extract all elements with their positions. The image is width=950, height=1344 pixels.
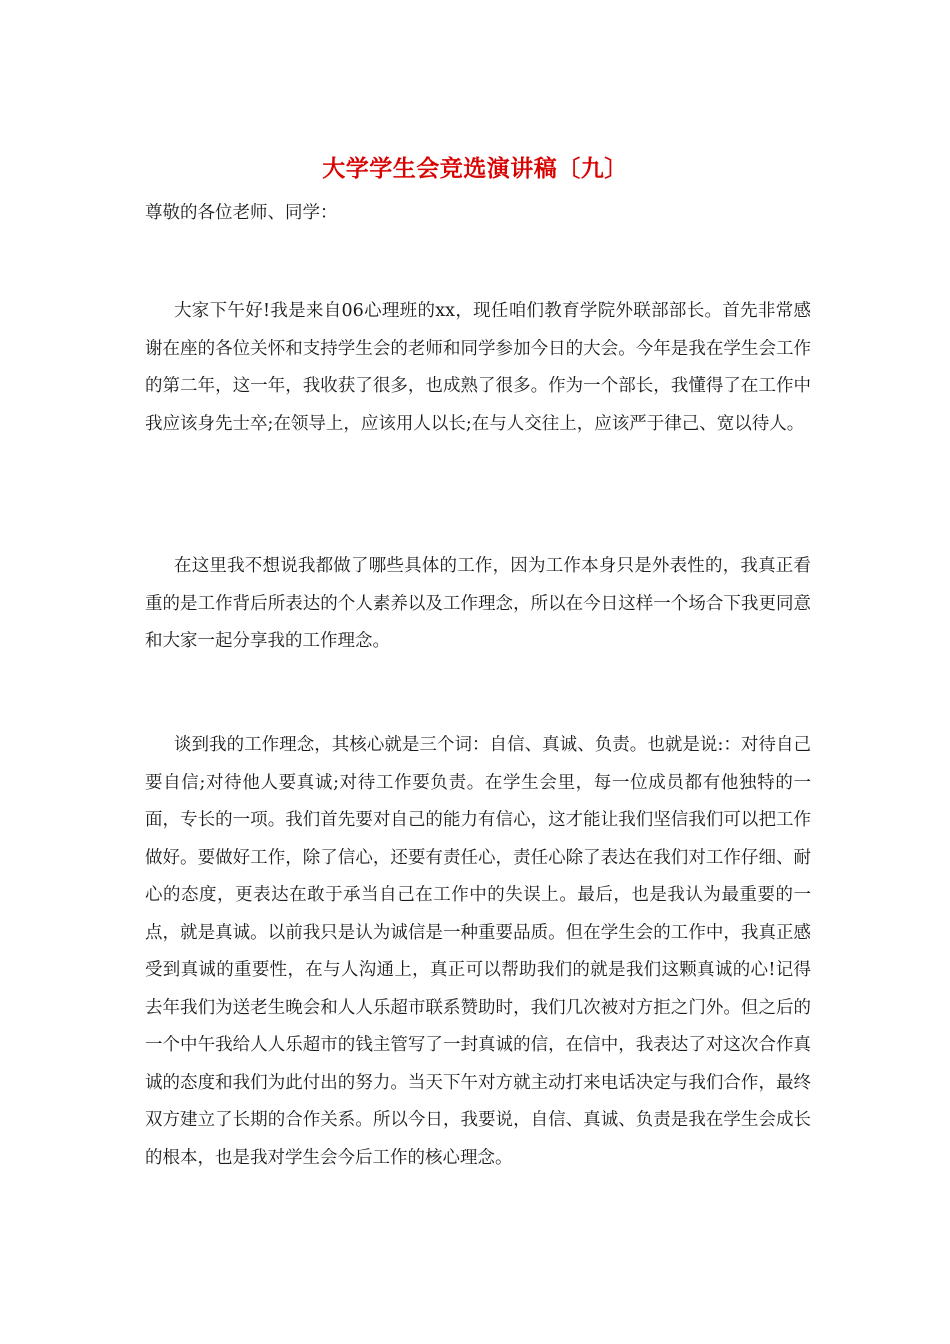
paragraph-1: 大家下午好!我是来自06心理班的xx，现任咱们教育学院外联部部长。首先非常感谢在座的各位关怀和支持学生会的老师和同学参加今日的大会。今年是我在学生会工作的第二年，这一年，我收获了很多，也成熟了很多。作为一个部长，我懂得了在工作中我应该身先士卒;在领导上，应该用人以长;在与人交往上，应该严于律己、宽以待人。 [145, 301, 811, 434]
salutation: 尊敬的各位老师、同学： [145, 203, 338, 223]
paragraph-3: 谈到我的工作理念，其核心就是三个词：自信、真诚、负责。也就是说:：对待自己要自信;对待他人要真诚;对待工作要负责。在学生会里，每一位成员都有他独特的一面，专长的一项。我们首先要对自己的能力有信心，这才能让我们坚信我们可以把工作做好。要做好工作，除了信心，还要有责任心，责任心除了表达在我们对工作仔细、耐心的态度，更表达在敢于承当自己在工作中的失误上。最后，也是我认为最重要的一点，就是真诚。以前我只是认为诚信是一种重要品质。但在学生会的工作中，我真正感受到真诚的重要性，在与人沟通上，真正可以帮助我们的就是我们这颗真诚的心!记得去年我们为送老生晚会和人人乐超市联系赞助时，我们几次被对方拒之门外。但之后的一个中午我给人人乐超市的钱主管写了一封真诚的信，在信中，我表达了对这次合作真诚的态度和我们为此付出的努力。当天下午对方就主动打来电话决定与我们合作，最终双方建立了长期的合作关系。所以今日，我要说，自信、真诚、负责是我在学生会成长的根本，也是我对学生会今后工作的核心理念。 [145, 735, 811, 1168]
paragraph-2: 在这里我不想说我都做了哪些具体的工作，因为工作本身只是外表性的，我真正看重的是工作背后所表达的个人素养以及工作理念，所以在今日这样一个场合下我更同意和大家一起分享我的工作理念。 [145, 556, 811, 651]
document-title: 大学学生会竞选演讲稿〔九〕 [322, 155, 628, 182]
